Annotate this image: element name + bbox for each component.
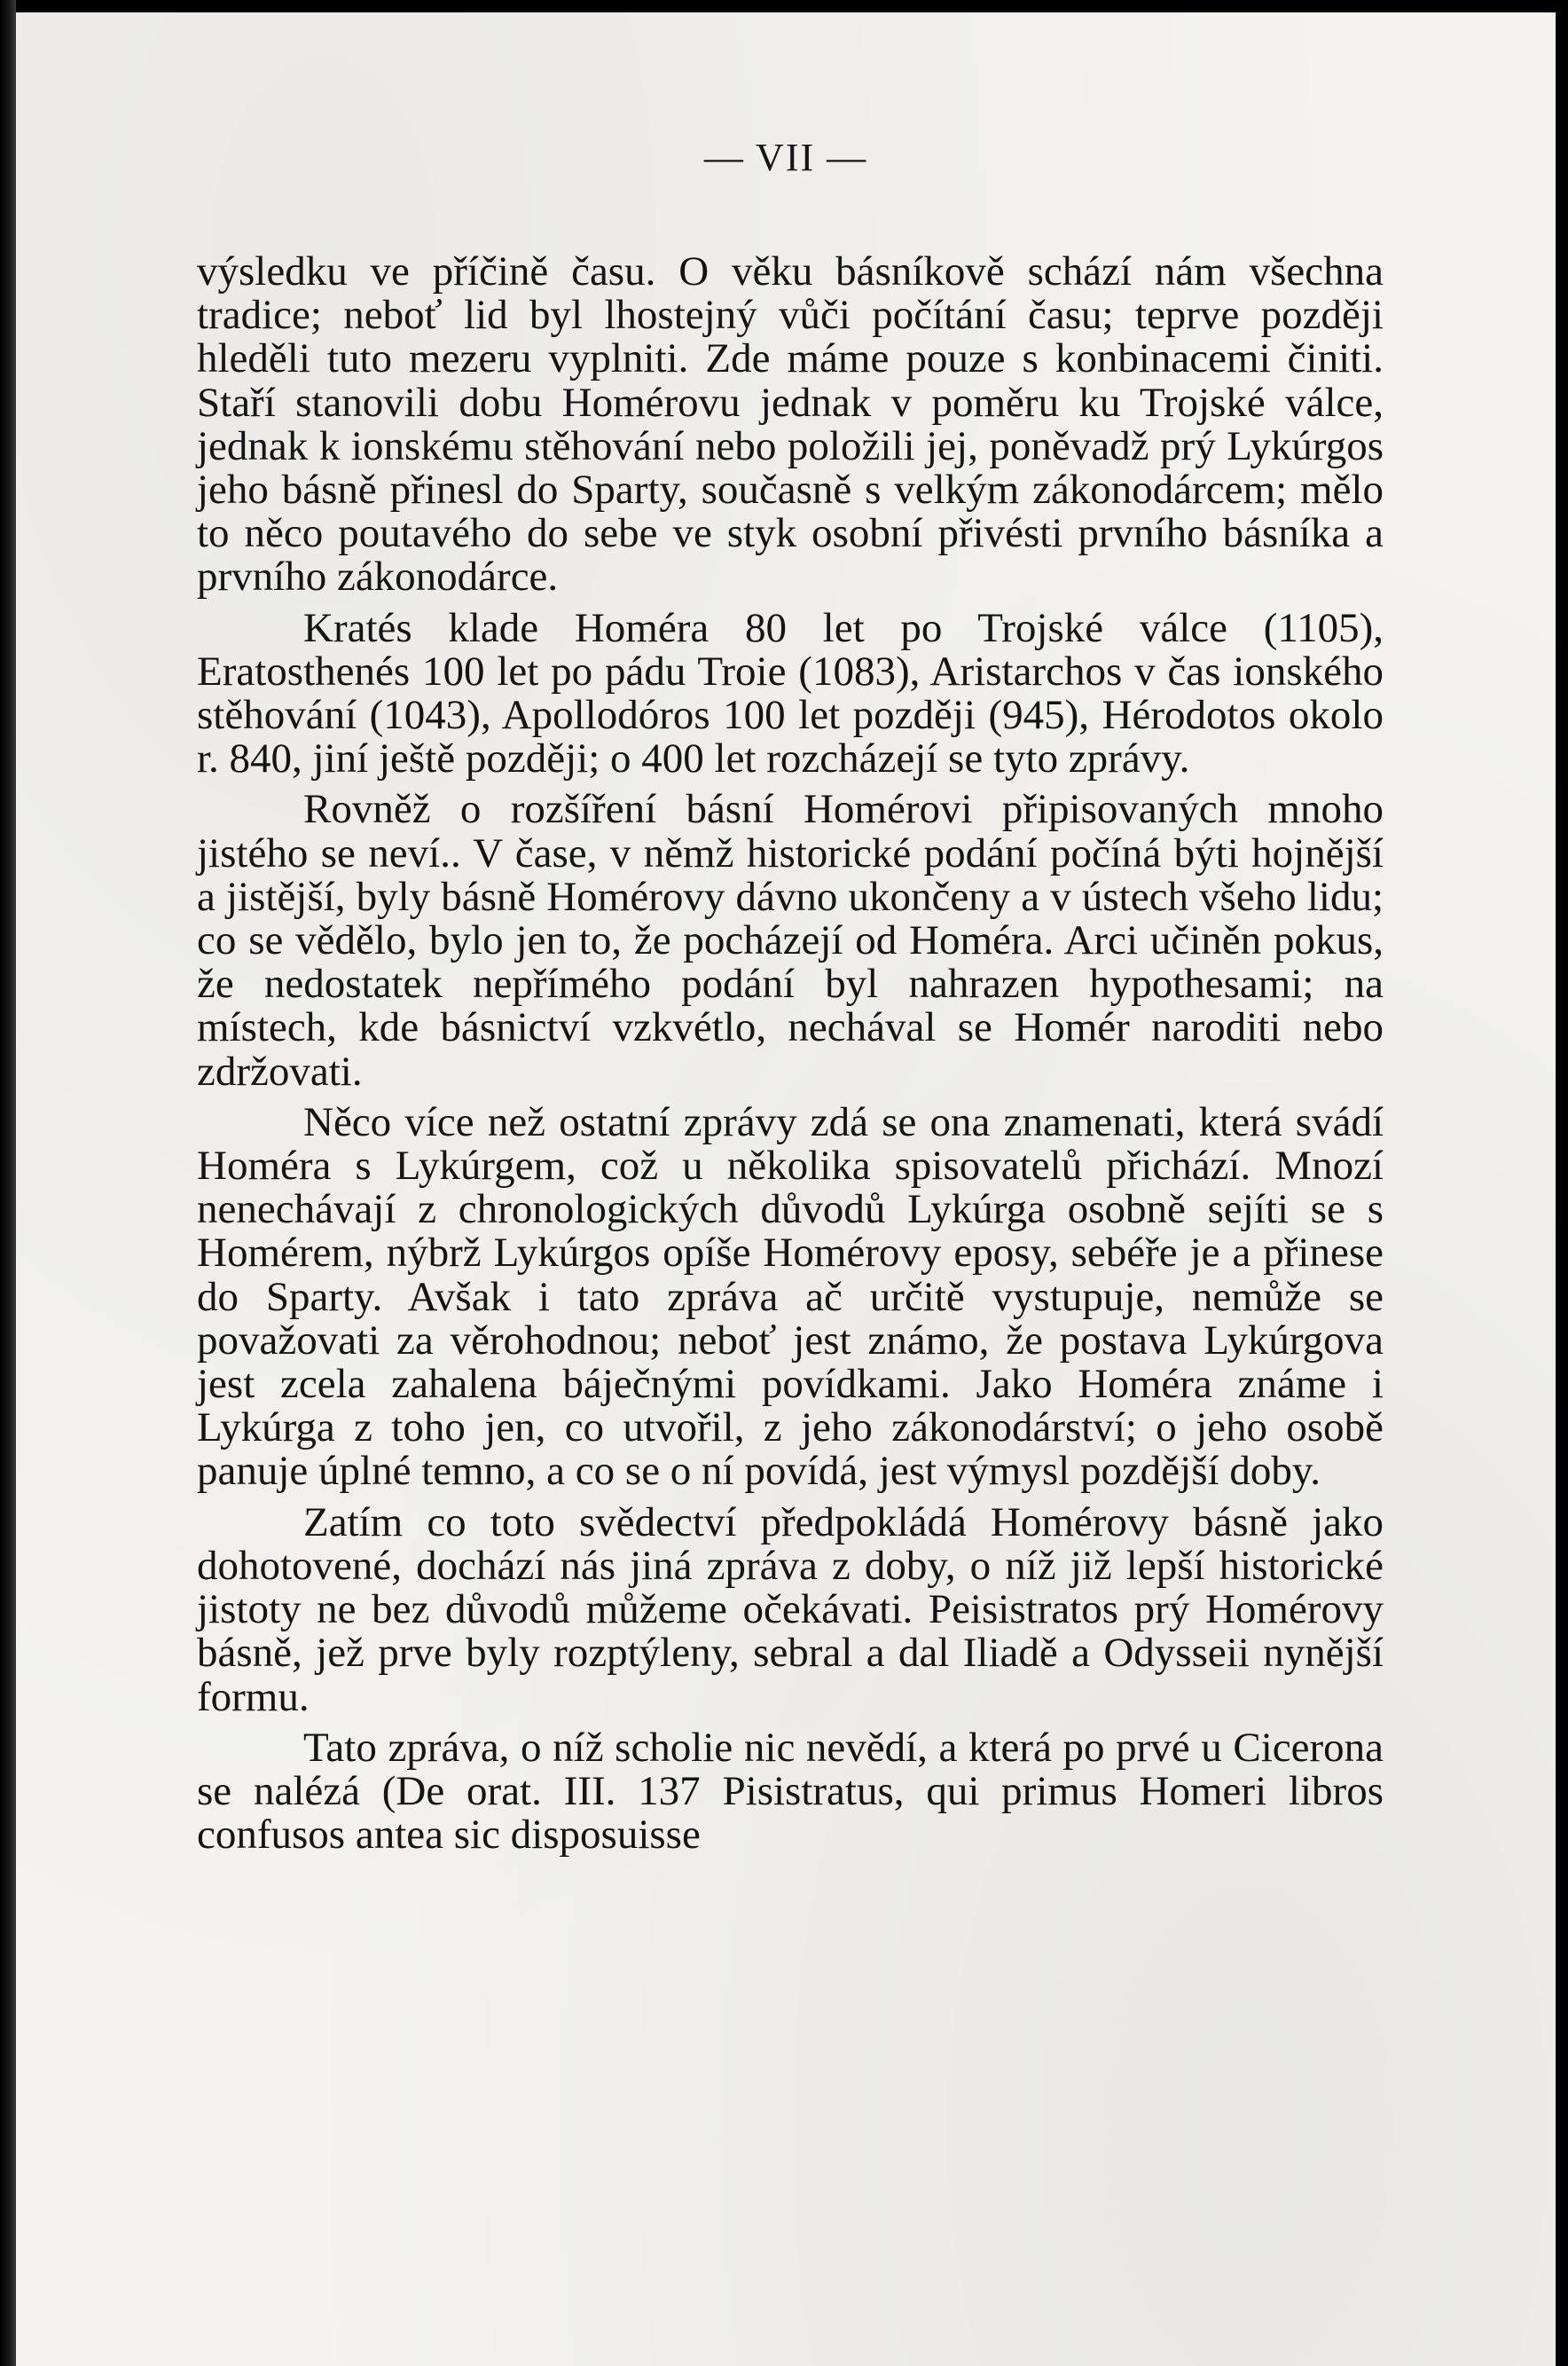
book-page — [16, 12, 1556, 2366]
scan-border-right — [1556, 0, 1568, 2366]
page-number-header: — VII — — [703, 136, 868, 179]
paragraph: Kratés klade Homéra 80 let po Trojské válce (1105), Eratosthenés 100 let po pádu Troie (1083), Aristarchos v čas ionského stěhování (1043), Apollodóros 100 let později (945), Hérodotos okolo r. 840, jiní ještě později; o 400 let rozcházejí se tyto zprávy. — [197, 604, 1384, 782]
paragraph: Něco více než ostatní zprávy zdá se ona znamenati, která svádí Homéra s Lykúrgem, což u několika spisovatelů přichází. Mnozí nenechávají z chronologických důvodů Lykúrga osobně sejíti se s Homérem, nýbrž Lykúrgos opíše Homérovy eposy, sebéře je a přinese do Sparty. Avšak i tato zpráva ač určitě vystupuje, nemůže se považovati za věrohodnou; neboť jest známo, že postava Lykúrgova jest zcela zahalena báječnými povídkami. Jako Homéra známe i Lykúrga z toho jen, co utvořil, z jeho zákonodárství; o jeho osobě panuje úplné temno, a co se o ní povídá, jest výmysl pozdější doby. — [197, 1098, 1384, 1495]
paragraph: výsledku ve příčině času. O věku básníkově schází nám všechna tradice; neboť lid byl lhostejný vůči počítání času; teprve později hleděli tuto mezeru vyplniti. Zde máme pouze s konbinacemi činiti. Staří stanovili dobu Homérovu jednak v poměru ku Trojské válce, jednak k ionskému stěhování nebo položili jej, poněvadž prý Lykúrgos jeho básně přinesl do Sparty, současně s velkým zákonodárcem; mělo to něco poutavého do sebe ve styk osobní přivésti prvního básníka a prvního zákonodárce. — [197, 248, 1384, 601]
scan-border-left — [0, 0, 16, 2366]
paragraph: Tato zpráva, o níž scholie nic nevědí, a která po prvé u Cicerona se nalézá (De orat. III. 137 Pisistratus, qui primus Homeri libros confusos antea sic disposuisse — [197, 1724, 1384, 1859]
scan-border-top — [0, 0, 1568, 12]
paragraph: Zatím co toto svědectví předpokládá Homérovy básně jako dohotovené, dochází nás jiná zpráva z doby, o níž již lepší historické jistoty ne bez důvodů můžeme očekávati. Peisistratos prý Homérovy básně, jež prve byly rozptýleny, sebral a dal Iliadě a Odysseii nynější formu. — [197, 1498, 1384, 1720]
body-text — [197, 250, 1384, 1857]
paragraph: Rovněž o rozšíření básní Homérovi připisovaných mnoho jistého se neví.. V čase, v němž historické podání počíná býti hojnější a jistější, byly básně Homérovy dávno ukončeny a v ústech všeho lidu; co se vědělo, bylo jen to, že pocházejí od Homéra. Arci učiněn pokus, že nedostatek nepřímého podání byl nahrazen hypothesami; na místech, kde básnictví vzkvétlo, nechával se Homér naroditi nebo zdržovati. — [197, 786, 1384, 1095]
